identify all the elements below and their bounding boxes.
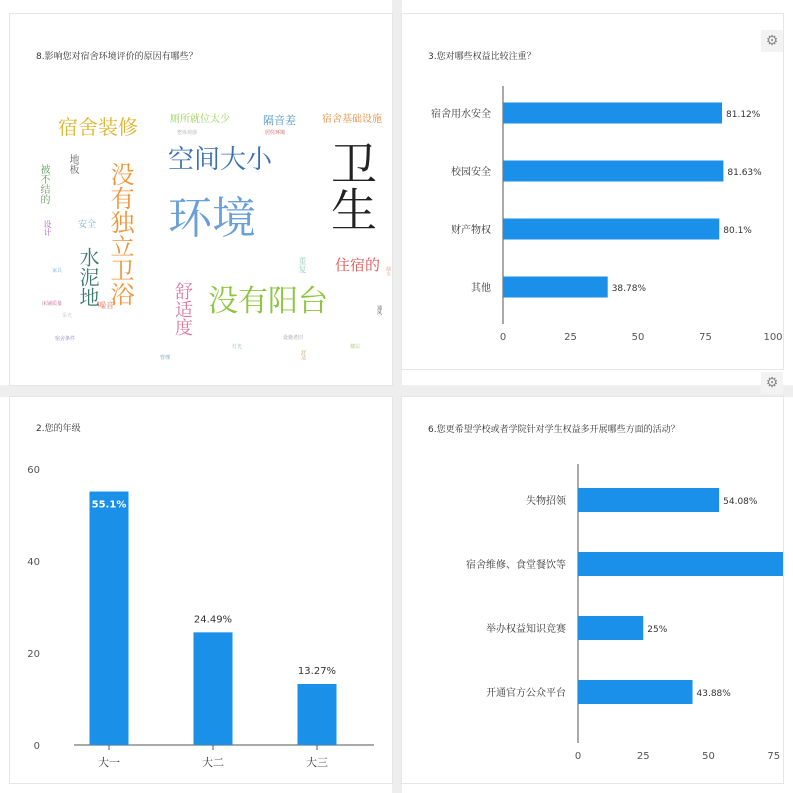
wordcloud-word: 设施老旧 <box>283 335 304 341</box>
category-label: 宿舍维修、食堂餐饮等 <box>466 560 566 571</box>
wordcloud-word: 床铺质量 <box>42 301 63 307</box>
category-label: 财产物权 <box>451 225 491 236</box>
wordcloud-word: 安全 <box>78 220 97 230</box>
grade-bar-chart <box>10 397 392 783</box>
activities-chart-title: 6.您更希望学校或者学院针对学生权益多开展哪些方面的活动？ <box>428 425 680 435</box>
wordcloud-word: 舒适度 <box>172 282 193 336</box>
wordcloud-word: 地板 <box>67 154 78 174</box>
wordcloud-word: 整体观感 <box>177 130 198 136</box>
wordcloud-word: 厕所就位太少 <box>170 114 230 125</box>
wordcloud-word: 宿舍基础设施 <box>322 114 382 125</box>
wordcloud-word: 隔音差 <box>263 114 296 127</box>
data-label: 80.1% <box>723 226 752 236</box>
bar <box>503 277 608 298</box>
grade-chart-title: 2.您的年级 <box>36 424 81 434</box>
x-tick-label: 75 <box>767 751 781 762</box>
rights-bar-chart <box>402 14 783 369</box>
bar <box>578 488 719 512</box>
wordcloud-word: 被不结的 <box>38 164 49 204</box>
data-label: 81.12% <box>726 110 761 120</box>
wordcloud-word: 宿舍条件 <box>55 336 76 342</box>
category-label: 大一 <box>98 756 120 769</box>
category-label: 大三 <box>306 756 328 769</box>
wordcloud-word: 管理 <box>160 355 171 361</box>
category-label: 举办权益知识竞赛 <box>486 624 566 635</box>
x-tick-label: 100 <box>763 332 783 343</box>
y-tick-label: 20 <box>27 649 40 660</box>
x-tick-label: 25 <box>636 751 650 762</box>
wordcloud-word: 设计 <box>43 220 52 236</box>
data-label: 81.63% <box>727 168 762 178</box>
category-label: 其他 <box>471 283 491 294</box>
wordcloud-panel <box>10 14 392 385</box>
data-label: 43.88% <box>696 689 731 699</box>
wordcloud <box>10 14 392 385</box>
x-tick-label: 50 <box>702 751 715 762</box>
x-tick-label: 25 <box>564 332 577 343</box>
bar <box>578 616 643 640</box>
wordcloud-word: 没有阳台 <box>208 284 328 319</box>
wordcloud-word: 住宿的 <box>335 256 381 274</box>
category-label: 校园安全 <box>451 167 491 178</box>
x-tick-label: 75 <box>699 332 712 343</box>
category-label: 宿舍用水安全 <box>431 109 491 120</box>
x-tick-label: 50 <box>631 332 645 343</box>
bar <box>503 161 723 182</box>
wordcloud-title: 8.影响您对宿舍环境评价的原因有哪些？ <box>36 52 198 62</box>
data-label: 24.49% <box>193 614 233 626</box>
gear-icon[interactable]: ⚙ <box>761 372 783 394</box>
x-tick-label: 0 <box>574 751 582 762</box>
wordcloud-word: 空间大小 <box>168 145 273 175</box>
wordcloud-word: 通风 <box>376 305 382 315</box>
x-tick-label: 0 <box>499 332 507 343</box>
wordcloud-word: 噪音 <box>98 301 114 310</box>
category-label: 失物招领 <box>526 496 566 507</box>
wordcloud-word: 灯光 <box>232 344 243 350</box>
wordcloud-word: 楼层 <box>350 344 361 350</box>
y-tick-label: 0 <box>33 741 40 752</box>
bar <box>578 552 783 576</box>
data-label: 25% <box>647 625 668 635</box>
grade-panel <box>10 397 392 783</box>
gear-icon[interactable]: ⚙ <box>761 30 783 52</box>
y-tick-label: 40 <box>27 557 40 568</box>
bar <box>90 492 129 745</box>
data-label: 38.78% <box>611 284 647 294</box>
bar <box>194 632 233 745</box>
bar <box>503 219 719 240</box>
data-label: 13.27% <box>297 665 337 677</box>
rights-panel <box>402 14 783 369</box>
bar <box>298 684 337 745</box>
wordcloud-word: 重复 <box>298 257 307 273</box>
category-label: 开通官方公众平台 <box>486 688 566 699</box>
wordcloud-word: 宿舍装修 <box>58 115 138 139</box>
y-tick-label: 60 <box>27 465 40 476</box>
category-label: 大二 <box>202 756 224 769</box>
activities-panel <box>402 397 783 783</box>
panel-gap-horizontal <box>0 385 793 397</box>
activities-bar-chart <box>402 397 783 783</box>
wordcloud-word: 没有独立卫浴 <box>106 162 134 306</box>
wordcloud-word: 漏水 <box>385 266 391 276</box>
wordcloud-word: 家具 <box>52 268 63 274</box>
bar <box>503 103 722 124</box>
wordcloud-word: 居住环境 <box>265 130 286 136</box>
wordcloud-word: 采光 <box>62 313 73 319</box>
wordcloud-word: 环境 <box>168 193 256 244</box>
data-label: 55.1% <box>91 499 127 511</box>
wordcloud-word: 卫生 <box>324 140 378 232</box>
bar <box>578 680 693 704</box>
wordcloud-word: 舒适 <box>300 350 306 360</box>
data-label: 54.08% <box>723 497 758 507</box>
wordcloud-word: 水泥地 <box>76 247 100 307</box>
rights-chart-title: 3.您对哪些权益比较注重？ <box>428 52 536 62</box>
